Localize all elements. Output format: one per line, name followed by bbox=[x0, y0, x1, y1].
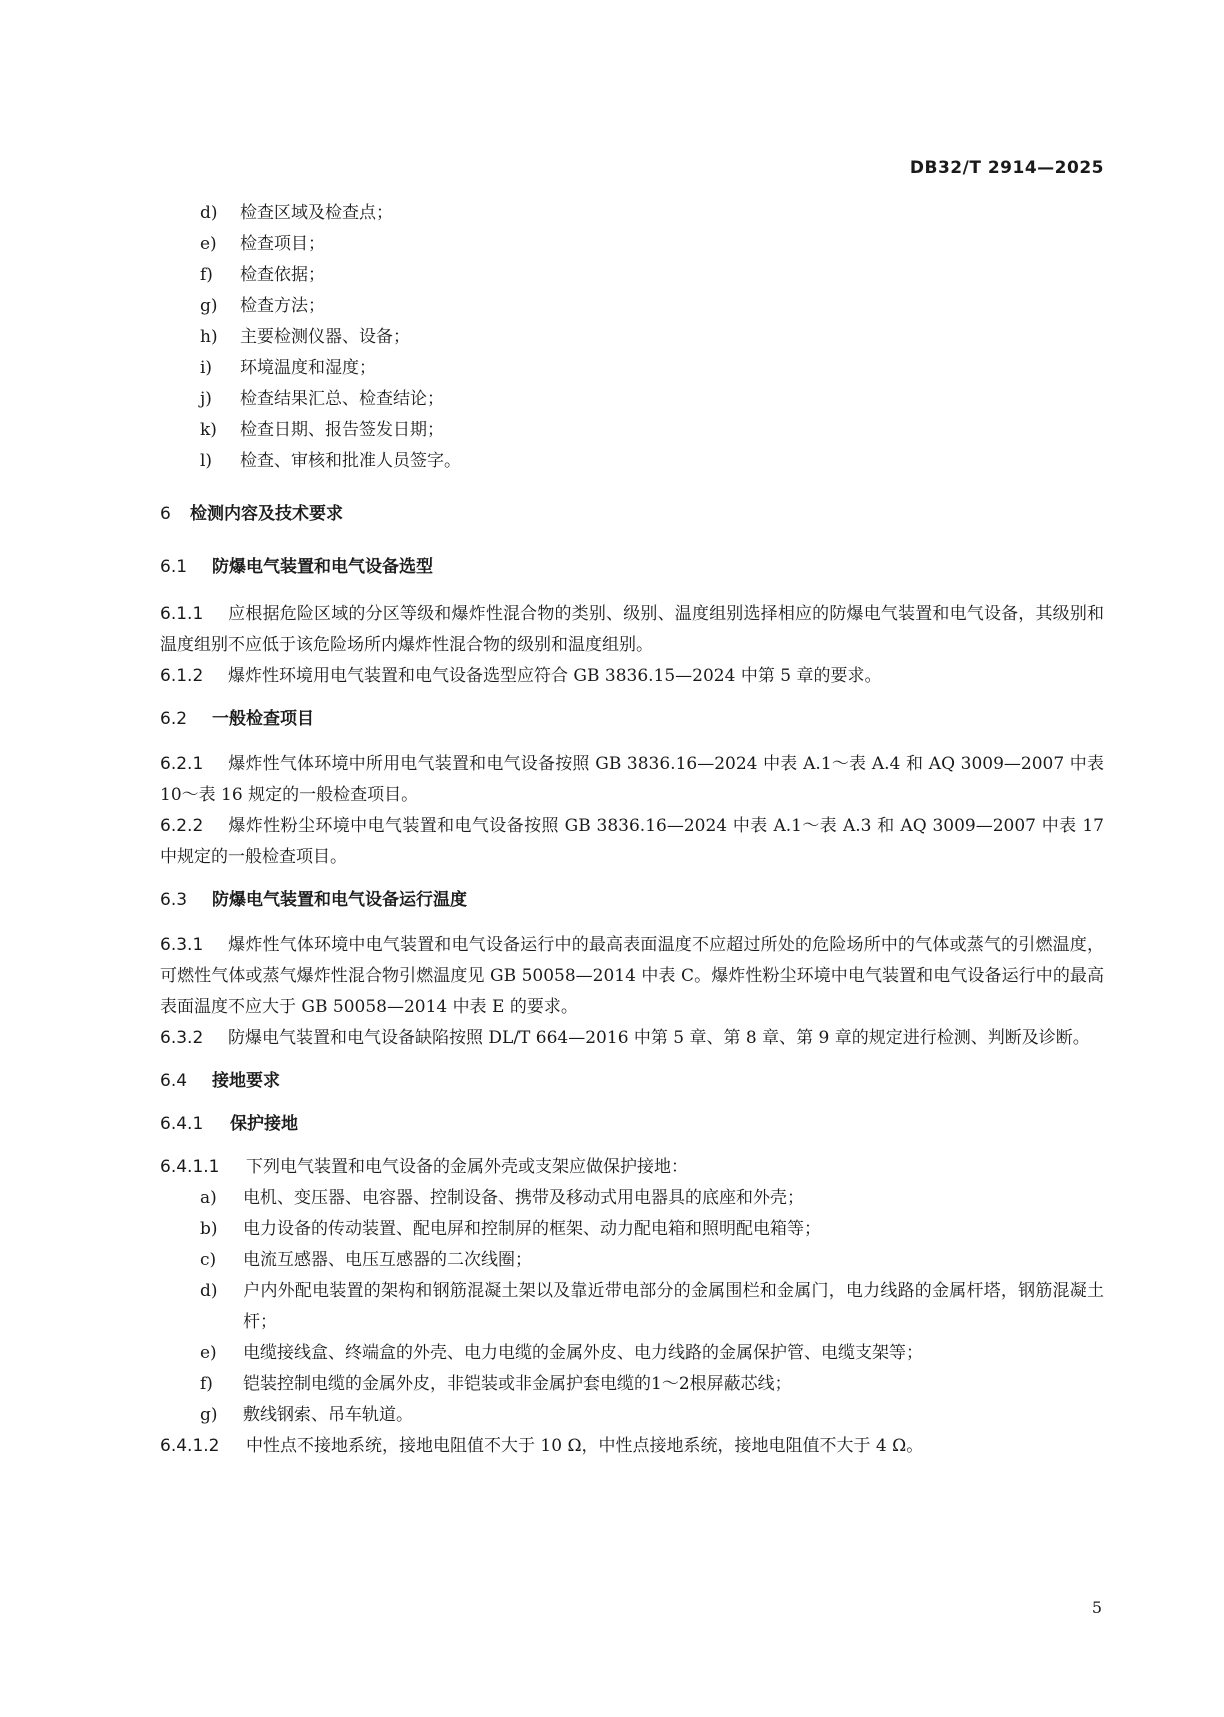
list-marker: f) bbox=[200, 265, 213, 285]
list-item bbox=[160, 322, 1104, 353]
list-text: 电机、变压器、电容器、控制设备、携带及移动式用电器具的底座和外壳； bbox=[243, 1188, 804, 1208]
list-text: 铠装控制电缆的金属外皮，非铠装或非金属护套电缆的1～2根屏蔽芯线； bbox=[243, 1374, 792, 1394]
list-marker: h) bbox=[200, 327, 218, 347]
list-item bbox=[160, 1369, 1104, 1400]
section-number: 6.4 bbox=[160, 1071, 188, 1091]
list-marker: k) bbox=[200, 420, 217, 440]
subsection-number: 6.4.1 bbox=[160, 1114, 204, 1134]
clause-number: 6.2.2 bbox=[160, 816, 204, 836]
list-text: 电流互感器、电压互感器的二次线圈； bbox=[243, 1250, 532, 1270]
list-marker: b) bbox=[200, 1219, 218, 1239]
clause-number: 6.1.2 bbox=[160, 666, 204, 686]
list-marker: i) bbox=[200, 358, 213, 378]
clause-number: 6.2.1 bbox=[160, 754, 204, 774]
clause-paragraph bbox=[160, 1431, 1104, 1462]
clause-number: 6.4.1.2 bbox=[160, 1436, 220, 1456]
page-content bbox=[160, 198, 1104, 1462]
list-item bbox=[160, 229, 1104, 260]
list-marker: d) bbox=[200, 203, 218, 223]
list-marker: c) bbox=[200, 1250, 217, 1270]
section-title: 防爆电气装置和电气设备运行温度 bbox=[212, 890, 467, 910]
list-item bbox=[160, 384, 1104, 415]
list-item bbox=[160, 198, 1104, 229]
list-marker: f) bbox=[200, 1374, 213, 1394]
clause-number: 6.4.1.1 bbox=[160, 1157, 220, 1177]
list-text: 检查、审核和批准人员签字。 bbox=[240, 451, 461, 471]
list-text: 环境温度和湿度； bbox=[240, 358, 376, 378]
page-number: 5 bbox=[1091, 1598, 1102, 1617]
clause-number: 6.3.1 bbox=[160, 935, 204, 955]
list-text: 检查方法； bbox=[240, 296, 325, 316]
subsection-heading bbox=[160, 1109, 1104, 1140]
list-marker: l) bbox=[200, 451, 213, 471]
list-marker: d) bbox=[200, 1281, 218, 1301]
clause-text: 防爆电气装置和电气设备缺陷按照 DL/T 664—2016 中第 5 章、第 8 章、第 9 章的规定进行检测、判断及诊断。 bbox=[228, 1028, 1090, 1048]
section-heading bbox=[160, 885, 1104, 916]
list-marker: a) bbox=[200, 1188, 217, 1208]
clause-paragraph bbox=[160, 661, 1104, 692]
list-text: 检查项目； bbox=[240, 234, 325, 254]
section-heading bbox=[160, 1066, 1104, 1097]
list-text: 户内外配电装置的架构和钢筋混凝土架以及靠近带电部分的金属围栏和金属门，电力线路的金属杆塔，钢筋混凝土杆； bbox=[243, 1281, 1104, 1332]
grounding-items-list bbox=[160, 1183, 1104, 1431]
section-number: 6.1 bbox=[160, 557, 188, 577]
clause-paragraph bbox=[160, 599, 1104, 661]
clause-text: 中性点不接地系统，接地电阻值不大于 10 Ω，中性点接地系统，接地电阻值不大于 4 Ω。 bbox=[246, 1436, 924, 1456]
clause-paragraph bbox=[160, 811, 1104, 873]
report-contents-list bbox=[160, 198, 1104, 477]
chapter-title: 检测内容及技术要求 bbox=[190, 504, 343, 524]
clause-text: 爆炸性气体环境中所用电气装置和电气设备按照 GB 3836.16—2024 中表 A.1～表 A.4 和 AQ 3009—2007 中表 10～表 16 规定的一般检查项目。 bbox=[160, 754, 1104, 805]
list-item bbox=[160, 1183, 1104, 1214]
list-marker: g) bbox=[200, 296, 218, 316]
list-text: 检查依据； bbox=[240, 265, 325, 285]
chapter-heading bbox=[160, 499, 1104, 530]
list-marker: e) bbox=[200, 1343, 217, 1363]
list-text: 检查日期、报告签发日期； bbox=[240, 420, 444, 440]
section-title: 一般检查项目 bbox=[212, 709, 314, 729]
document-id-header: DB32/T 2914—2025 bbox=[909, 158, 1104, 178]
chapter-number: 6 bbox=[160, 504, 171, 524]
list-item bbox=[160, 446, 1104, 477]
list-item bbox=[160, 291, 1104, 322]
list-item bbox=[160, 1338, 1104, 1369]
clause-paragraph bbox=[160, 1152, 1104, 1183]
subsection-title: 保护接地 bbox=[230, 1114, 298, 1134]
clause-paragraph bbox=[160, 1023, 1104, 1054]
clause-text: 应根据危险区域的分区等级和爆炸性混合物的类别、级别、温度组别选择相应的防爆电气装置和电气设备，其级别和温度组别不应低于该危险场所内爆炸性混合物的级别和温度组别。 bbox=[160, 604, 1104, 655]
list-item bbox=[160, 353, 1104, 384]
list-text: 电力设备的传动装置、配电屏和控制屏的框架、动力配电箱和照明配电箱等； bbox=[243, 1219, 821, 1239]
list-text: 检查结果汇总、检查结论； bbox=[240, 389, 444, 409]
clause-text: 爆炸性粉尘环境中电气装置和电气设备按照 GB 3836.16—2024 中表 A.1～表 A.3 和 AQ 3009—2007 中表 17 中规定的一般检查项目。 bbox=[160, 816, 1104, 867]
clause-text: 下列电气装置和电气设备的金属外壳或支架应做保护接地： bbox=[246, 1157, 688, 1177]
list-text: 主要检测仪器、设备； bbox=[240, 327, 410, 347]
section-heading bbox=[160, 552, 1104, 583]
clause-paragraph bbox=[160, 749, 1104, 811]
clause-number: 6.1.1 bbox=[160, 604, 204, 624]
section-number: 6.3 bbox=[160, 890, 188, 910]
list-marker: e) bbox=[200, 234, 217, 254]
section-number: 6.2 bbox=[160, 709, 188, 729]
list-text: 敷线钢索、吊车轨道。 bbox=[243, 1405, 413, 1425]
section-title: 防爆电气装置和电气设备选型 bbox=[212, 557, 433, 577]
clause-text: 爆炸性环境用电气装置和电气设备选型应符合 GB 3836.15—2024 中第 5 章的要求。 bbox=[228, 666, 882, 686]
section-heading bbox=[160, 704, 1104, 735]
list-text: 检查区域及检查点； bbox=[240, 203, 393, 223]
list-item bbox=[160, 1400, 1104, 1431]
clause-paragraph bbox=[160, 930, 1104, 1023]
list-item bbox=[160, 260, 1104, 291]
list-item bbox=[160, 415, 1104, 446]
list-item bbox=[160, 1245, 1104, 1276]
list-marker: g) bbox=[200, 1405, 218, 1425]
list-marker: j) bbox=[200, 389, 212, 409]
list-text: 电缆接线盒、终端盒的外壳、电力电缆的金属外皮、电力线路的金属保护管、电缆支架等； bbox=[243, 1343, 923, 1363]
section-title: 接地要求 bbox=[212, 1071, 280, 1091]
clause-text: 爆炸性气体环境中电气装置和电气设备运行中的最高表面温度不应超过所处的危险场所中的气体或蒸气的引燃温度，可燃性气体或蒸气爆炸性混合物引燃温度见 GB 50058—2014 中表 C。爆炸性粉尘环境中电气装置和电气设备运行中的最高表面温度不应大于 GB 50058—2014 中表 E 的要求。 bbox=[160, 935, 1104, 1017]
clause-number: 6.3.2 bbox=[160, 1028, 204, 1048]
list-item bbox=[160, 1214, 1104, 1245]
list-item bbox=[160, 1276, 1104, 1338]
